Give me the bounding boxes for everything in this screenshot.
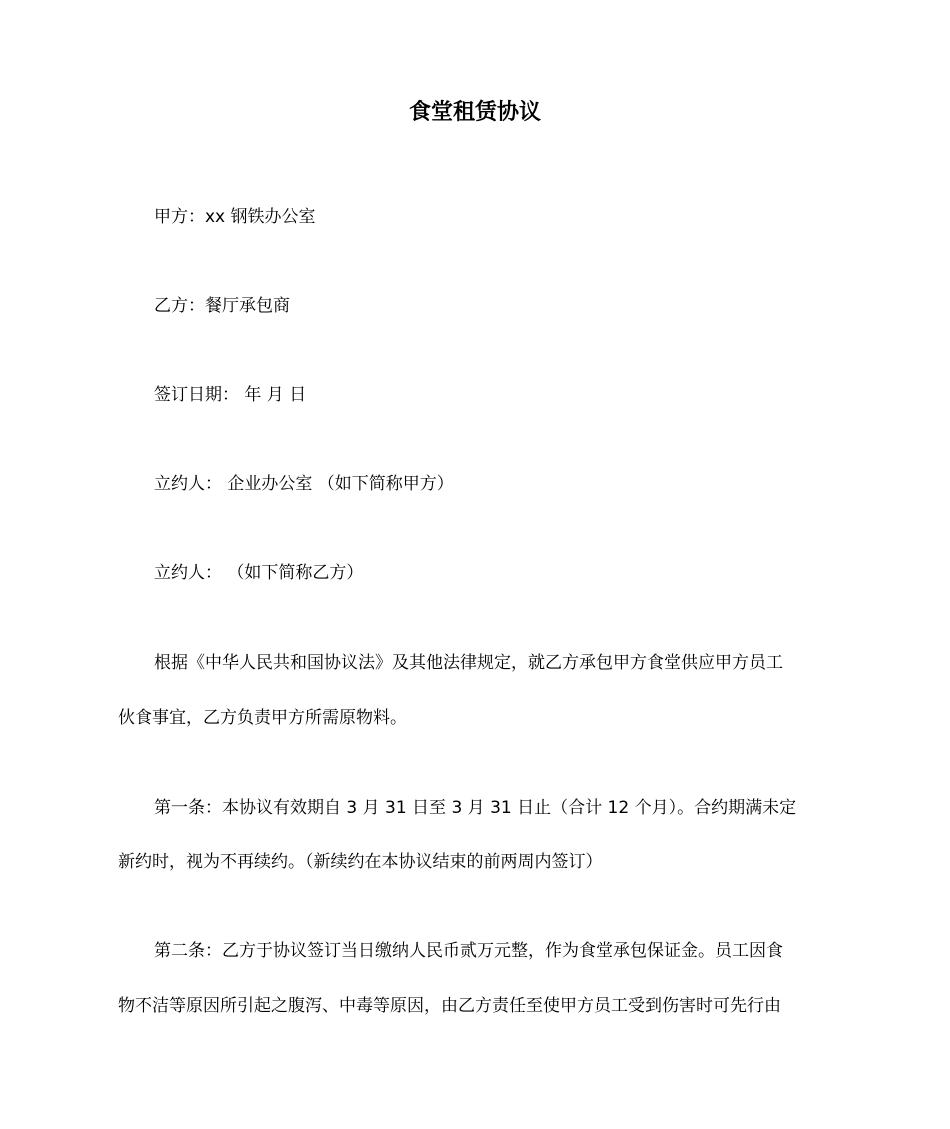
party-b-line: 乙方：餐厅承包商 [154,296,290,316]
article-2-line-2: 物不洁等原因所引起之腹泻、中毒等原因，由乙方责任至使甲方员工受到伤害时可先行由 [118,996,781,1016]
sign-date-line: 签订日期： 年 月 日 [154,385,307,405]
preamble-line-2: 伙食事宜，乙方负责甲方所需原物料。 [118,708,407,728]
party-a-line: 甲方：xx 钢铁办公室 [154,207,316,227]
document-title: 食堂租赁协议 [408,100,541,125]
article-1-line-1: 第一条：本协议有效期自 3 月 31 日至 3 月 31 日止（合计 12 个月）。合约期满未定 [154,798,797,818]
preamble-line-1: 根据《中华人民共和国协议法》及其他法律规定，就乙方承包甲方食堂供应甲方员工 [154,653,783,673]
article-2-line-1: 第二条：乙方于协议签订当日缴纳人民币贰万元整，作为食堂承包保证金。员工因食 [154,941,783,961]
article-1-line-2: 新约时，视为不再续约。（新续约在本协议结束的前两周内签订） [118,852,603,872]
signatory-a-line: 立约人： 企业办公室 （如下简称甲方） [154,474,454,494]
signatory-b-line: 立约人： （如下简称乙方） [154,563,364,583]
